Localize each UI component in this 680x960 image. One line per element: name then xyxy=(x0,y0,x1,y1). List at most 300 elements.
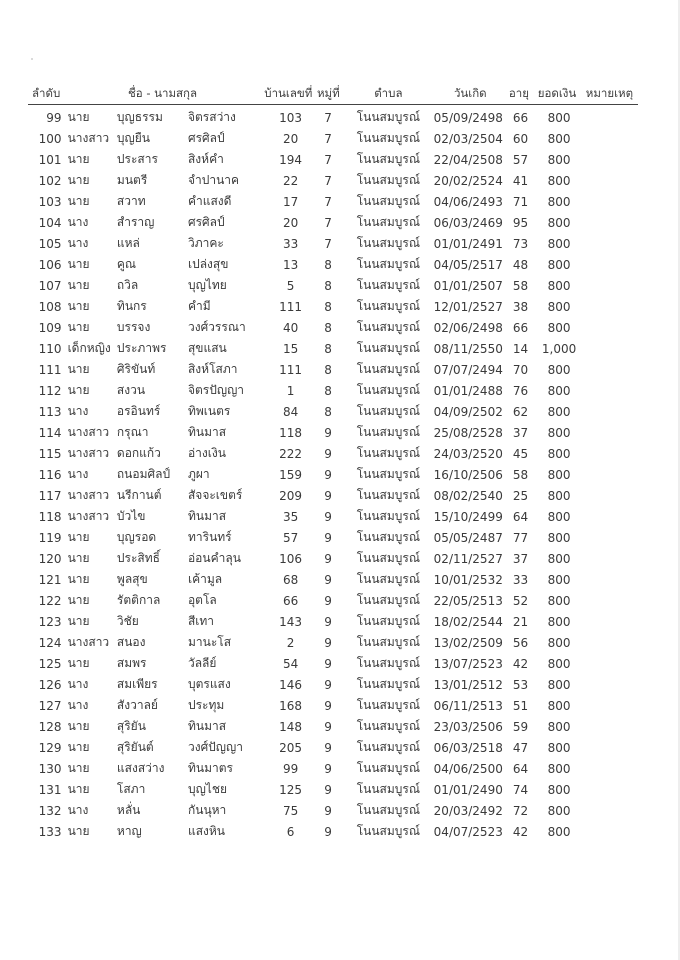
table-row xyxy=(28,212,638,233)
row-first-name: ถวิล xyxy=(116,278,139,292)
row-moo: 9 xyxy=(324,425,332,440)
header-no: ลำดับ xyxy=(32,86,61,100)
row-house-no: 22 xyxy=(282,173,299,188)
row-house-no: 5 xyxy=(286,278,295,293)
row-first-name: บุญรอด xyxy=(116,530,157,544)
row-no: 132 xyxy=(38,803,62,818)
row-amount: 800 xyxy=(547,761,571,776)
row-age: 37 xyxy=(512,551,529,566)
row-last-name: วิภาคะ xyxy=(187,236,224,250)
row-house-no: 13 xyxy=(282,257,299,272)
beneficiary-table xyxy=(28,82,638,842)
row-house-no: 111 xyxy=(279,362,303,377)
table-body xyxy=(28,105,638,842)
table-row xyxy=(28,548,638,569)
row-tambon: โนนสมบูรณ์ xyxy=(356,530,420,544)
row-last-name: วงศ์วรรณา xyxy=(187,320,246,334)
row-last-name: มานะโส xyxy=(187,635,232,649)
row-tambon: โนนสมบูรณ์ xyxy=(356,488,420,502)
row-amount: 800 xyxy=(547,782,571,797)
row-prefix: นางสาว xyxy=(67,635,110,649)
row-moo: 9 xyxy=(324,782,332,797)
row-first-name: โสภา xyxy=(116,782,146,796)
row-moo: 9 xyxy=(324,740,332,755)
row-tambon: โนนสมบูรณ์ xyxy=(356,383,420,397)
row-no: 117 xyxy=(38,488,62,503)
row-moo: 9 xyxy=(324,803,332,818)
row-prefix: นาย xyxy=(67,299,90,313)
row-tambon: โนนสมบูรณ์ xyxy=(356,362,420,376)
row-house-no: 66 xyxy=(282,593,299,608)
row-prefix: นาย xyxy=(67,551,90,565)
row-last-name: สุขแสน xyxy=(187,341,227,355)
row-first-name: ประภาพร xyxy=(116,341,167,355)
row-house-no: 2 xyxy=(286,635,295,650)
row-house-no: 20 xyxy=(282,215,299,230)
row-prefix: นาง xyxy=(67,803,89,817)
row-tambon: โนนสมบูรณ์ xyxy=(356,572,420,586)
row-dob: 13/07/2523 xyxy=(433,656,503,671)
row-moo: 8 xyxy=(324,341,332,356)
row-prefix: นาย xyxy=(67,278,90,292)
row-house-no: 125 xyxy=(279,782,303,797)
row-dob: 02/06/2498 xyxy=(433,320,503,335)
row-house-no: 111 xyxy=(279,299,303,314)
row-amount: 800 xyxy=(547,257,571,272)
row-amount: 800 xyxy=(547,278,571,293)
row-age: 41 xyxy=(512,173,529,188)
row-house-no: 75 xyxy=(282,803,299,818)
header-moo: หมู่ที่ xyxy=(316,86,340,100)
row-first-name: แสงสว่าง xyxy=(116,761,165,775)
row-prefix: นาย xyxy=(67,173,90,187)
row-dob: 08/02/2540 xyxy=(433,488,503,503)
row-no: 133 xyxy=(38,824,62,839)
row-dob: 04/06/2493 xyxy=(433,194,503,209)
row-prefix: นาย xyxy=(67,362,90,376)
table-row xyxy=(28,359,638,380)
row-amount: 800 xyxy=(547,173,571,188)
row-amount: 800 xyxy=(547,824,571,839)
row-tambon: โนนสมบูรณ์ xyxy=(356,236,420,250)
row-no: 130 xyxy=(38,761,62,776)
row-last-name: สิงห์โสภา xyxy=(187,362,238,376)
row-last-name: บุตรแสง xyxy=(187,677,231,691)
row-no: 118 xyxy=(38,509,62,524)
row-no: 114 xyxy=(38,425,62,440)
row-house-no: 1 xyxy=(286,383,295,398)
row-prefix: นาย xyxy=(67,761,90,775)
row-amount: 800 xyxy=(547,404,571,419)
row-moo: 8 xyxy=(324,257,332,272)
row-age: 66 xyxy=(512,320,529,335)
row-amount: 800 xyxy=(547,236,571,251)
row-age: 21 xyxy=(512,614,529,629)
row-first-name: อรอินทร์ xyxy=(116,404,161,418)
header-tambon: ตำบล xyxy=(374,86,403,100)
table-row xyxy=(28,758,638,779)
row-no: 111 xyxy=(38,362,62,377)
row-first-name: นรีกานต์ xyxy=(116,488,162,502)
table-row xyxy=(28,254,638,275)
row-prefix: นาง xyxy=(67,467,89,481)
row-age: 70 xyxy=(512,362,529,377)
row-prefix: นาง xyxy=(67,677,89,691)
row-tambon: โนนสมบูรณ์ xyxy=(356,614,420,628)
header-house-no: บ้านเลขที่ xyxy=(264,86,313,100)
row-tambon: โนนสมบูรณ์ xyxy=(356,341,420,355)
row-tambon: โนนสมบูรณ์ xyxy=(356,278,420,292)
row-first-name: ประสาร xyxy=(116,152,158,166)
row-first-name: ศิริขันท์ xyxy=(116,362,156,376)
row-moo: 9 xyxy=(324,635,332,650)
row-last-name: ภูผา xyxy=(187,467,210,481)
row-tambon: โนนสมบูรณ์ xyxy=(356,404,420,418)
row-prefix: นางสาว xyxy=(67,425,110,439)
row-moo: 8 xyxy=(324,362,332,377)
row-dob: 01/01/2490 xyxy=(433,782,503,797)
row-last-name: ทินมาส xyxy=(187,509,227,523)
row-house-no: 148 xyxy=(279,719,303,734)
row-moo: 9 xyxy=(324,761,332,776)
row-house-no: 222 xyxy=(279,446,303,461)
table-row xyxy=(28,191,638,212)
table-row xyxy=(28,233,638,254)
row-moo: 9 xyxy=(324,824,332,839)
row-dob: 04/09/2502 xyxy=(433,404,503,419)
row-tambon: โนนสมบูรณ์ xyxy=(356,446,420,460)
row-prefix: นาย xyxy=(67,257,90,271)
row-no: 124 xyxy=(38,635,62,650)
row-no: 100 xyxy=(38,131,62,146)
row-amount: 800 xyxy=(547,509,571,524)
row-amount: 800 xyxy=(547,131,571,146)
row-no: 127 xyxy=(38,698,62,713)
row-moo: 9 xyxy=(324,509,332,524)
row-moo: 9 xyxy=(324,530,332,545)
row-dob: 23/03/2506 xyxy=(433,719,503,734)
row-first-name: มนตรี xyxy=(116,173,148,187)
row-first-name: แหล่ xyxy=(116,236,140,250)
row-house-no: 194 xyxy=(279,152,303,167)
row-no: 99 xyxy=(46,110,62,125)
row-tambon: โนนสมบูรณ์ xyxy=(356,110,420,124)
row-last-name: จำปานาค xyxy=(187,173,240,187)
row-first-name: สงวน xyxy=(116,383,146,397)
row-amount: 800 xyxy=(547,110,571,125)
row-tambon: โนนสมบูรณ์ xyxy=(356,152,420,166)
row-moo: 7 xyxy=(324,152,332,167)
row-no: 129 xyxy=(38,740,62,755)
table-row xyxy=(28,737,638,758)
row-house-no: 103 xyxy=(279,110,303,125)
row-age: 66 xyxy=(512,110,529,125)
row-amount: 800 xyxy=(547,299,571,314)
row-age: 58 xyxy=(512,278,529,293)
row-amount: 800 xyxy=(547,320,571,335)
row-dob: 18/02/2544 xyxy=(433,614,503,629)
row-tambon: โนนสมบูรณ์ xyxy=(356,425,420,439)
row-prefix: นาย xyxy=(67,614,90,628)
row-no: 107 xyxy=(38,278,62,293)
row-first-name: สวาท xyxy=(116,194,146,208)
table-row xyxy=(28,569,638,590)
row-age: 57 xyxy=(512,152,529,167)
row-last-name: ทิพเนตร xyxy=(187,404,231,418)
row-age: 59 xyxy=(512,719,529,734)
row-house-no: 15 xyxy=(282,341,299,356)
row-last-name: บุญไทย xyxy=(187,278,227,292)
table-row xyxy=(28,527,638,548)
row-first-name: หลั่น xyxy=(116,803,141,817)
row-dob: 05/09/2498 xyxy=(433,110,503,125)
row-no: 125 xyxy=(38,656,62,671)
row-amount: 800 xyxy=(547,740,571,755)
row-last-name: กันนุหา xyxy=(187,803,227,817)
scan-speck xyxy=(31,58,33,60)
row-amount: 800 xyxy=(547,656,571,671)
row-house-no: 57 xyxy=(282,530,299,545)
row-last-name: สีเทา xyxy=(187,614,215,628)
row-no: 104 xyxy=(38,215,62,230)
row-first-name: ประสิทธิ์ xyxy=(116,551,160,565)
row-house-no: 143 xyxy=(279,614,303,629)
row-age: 58 xyxy=(512,467,529,482)
row-first-name: ถนอมศิลป์ xyxy=(116,467,171,481)
row-prefix: นางสาว xyxy=(67,488,110,502)
row-last-name: สัจจะเขตร์ xyxy=(187,488,243,502)
row-moo: 7 xyxy=(324,110,332,125)
row-age: 71 xyxy=(512,194,529,209)
table-row xyxy=(28,170,638,191)
row-moo: 9 xyxy=(324,551,332,566)
row-age: 95 xyxy=(512,215,529,230)
row-first-name: พูลสุข xyxy=(116,572,148,586)
row-moo: 7 xyxy=(324,215,332,230)
row-moo: 8 xyxy=(324,383,332,398)
header-name: ชื่อ - นามสกุล xyxy=(127,86,198,100)
table-row xyxy=(28,779,638,800)
row-prefix: เด็กหญิง xyxy=(67,341,111,355)
row-amount: 800 xyxy=(547,614,571,629)
row-prefix: นาง xyxy=(67,236,89,250)
row-last-name: จิตรปัญญา xyxy=(187,383,245,397)
row-dob: 16/10/2506 xyxy=(433,467,503,482)
row-tambon: โนนสมบูรณ์ xyxy=(356,656,420,670)
row-tambon: โนนสมบูรณ์ xyxy=(356,677,420,691)
row-house-no: 168 xyxy=(279,698,303,713)
row-dob: 10/01/2532 xyxy=(433,572,503,587)
row-dob: 20/02/2524 xyxy=(433,173,503,188)
row-prefix: นาย xyxy=(67,782,90,796)
row-dob: 01/01/2488 xyxy=(433,383,503,398)
row-no: 131 xyxy=(38,782,62,797)
row-house-no: 106 xyxy=(279,551,303,566)
row-first-name: บุญธรรม xyxy=(116,110,163,124)
table-row xyxy=(28,485,638,506)
row-age: 64 xyxy=(512,509,529,524)
row-house-no: 209 xyxy=(279,488,303,503)
row-age: 53 xyxy=(512,677,529,692)
row-dob: 22/05/2513 xyxy=(433,593,503,608)
row-dob: 13/01/2512 xyxy=(433,677,503,692)
row-dob: 05/05/2487 xyxy=(433,530,503,545)
row-tambon: โนนสมบูรณ์ xyxy=(356,593,420,607)
row-house-no: 205 xyxy=(279,740,303,755)
row-no: 126 xyxy=(38,677,62,692)
row-no: 128 xyxy=(38,719,62,734)
row-last-name: ทินมาตร xyxy=(187,761,233,775)
row-first-name: สังวาลย์ xyxy=(116,698,158,712)
row-amount: 800 xyxy=(547,425,571,440)
row-house-no: 99 xyxy=(282,761,299,776)
row-tambon: โนนสมบูรณ์ xyxy=(356,782,420,796)
row-first-name: สำราญ xyxy=(116,215,155,229)
row-moo: 9 xyxy=(324,446,332,461)
row-prefix: นาย xyxy=(67,719,90,733)
row-first-name: คูณ xyxy=(116,257,137,271)
row-first-name: วิชัย xyxy=(116,614,139,628)
row-moo: 7 xyxy=(324,173,332,188)
row-amount: 800 xyxy=(547,467,571,482)
row-last-name: วงศ์ปัญญา xyxy=(187,740,243,754)
row-moo: 9 xyxy=(324,677,332,692)
row-last-name: วัลลีย์ xyxy=(187,656,217,670)
row-dob: 24/03/2520 xyxy=(433,446,503,461)
row-no: 121 xyxy=(38,572,62,587)
table-row xyxy=(28,611,638,632)
row-dob: 22/04/2508 xyxy=(433,152,503,167)
row-dob: 04/07/2523 xyxy=(433,824,503,839)
row-tambon: โนนสมบูรณ์ xyxy=(356,257,420,271)
row-prefix: นาย xyxy=(67,152,90,166)
row-amount: 800 xyxy=(547,677,571,692)
header-note: หมายเหตุ xyxy=(585,86,634,100)
table-row xyxy=(28,674,638,695)
row-last-name: คำมี xyxy=(187,299,211,313)
row-age: 74 xyxy=(512,782,529,797)
row-house-no: 54 xyxy=(282,656,299,671)
row-first-name: ดอกแก้ว xyxy=(116,446,161,460)
row-tambon: โนนสมบูรณ์ xyxy=(356,740,420,754)
row-dob: 01/01/2507 xyxy=(433,278,503,293)
row-prefix: นางสาว xyxy=(67,131,110,145)
row-moo: 8 xyxy=(324,320,332,335)
row-tambon: โนนสมบูรณ์ xyxy=(356,509,420,523)
row-amount: 800 xyxy=(547,488,571,503)
row-age: 76 xyxy=(512,383,529,398)
row-prefix: นาย xyxy=(67,824,90,838)
row-dob: 20/03/2492 xyxy=(433,803,503,818)
table-row xyxy=(28,338,638,359)
row-first-name: สุริยัน xyxy=(116,719,146,733)
row-dob: 08/11/2550 xyxy=(433,341,503,356)
row-age: 73 xyxy=(512,236,529,251)
row-dob: 04/06/2500 xyxy=(433,761,503,776)
row-tambon: โนนสมบูรณ์ xyxy=(356,320,420,334)
row-no: 115 xyxy=(38,446,62,461)
row-dob: 06/11/2513 xyxy=(433,698,503,713)
row-amount: 800 xyxy=(547,194,571,209)
row-no: 122 xyxy=(38,593,62,608)
row-tambon: โนนสมบูรณ์ xyxy=(356,194,420,208)
row-age: 47 xyxy=(512,740,529,755)
row-age: 52 xyxy=(512,593,529,608)
row-first-name: สมเพียร xyxy=(116,677,158,691)
row-no: 113 xyxy=(38,404,62,419)
row-prefix: นาย xyxy=(67,740,90,754)
row-last-name: แสงหิน xyxy=(187,824,225,838)
row-house-no: 35 xyxy=(282,509,299,524)
row-last-name: ศรศิลป์ xyxy=(187,131,225,145)
row-house-no: 20 xyxy=(282,131,299,146)
row-amount: 800 xyxy=(547,530,571,545)
row-prefix: นาง xyxy=(67,215,89,229)
row-last-name: ทินมาส xyxy=(187,425,227,439)
row-no: 119 xyxy=(38,530,62,545)
row-house-no: 84 xyxy=(282,404,299,419)
row-no: 109 xyxy=(38,320,62,335)
row-house-no: 159 xyxy=(279,467,303,482)
row-amount: 800 xyxy=(547,152,571,167)
row-dob: 06/03/2469 xyxy=(433,215,503,230)
row-moo: 7 xyxy=(324,236,332,251)
row-first-name: สนอง xyxy=(116,635,146,649)
table-row xyxy=(28,317,638,338)
row-tambon: โนนสมบูรณ์ xyxy=(356,824,420,838)
row-age: 62 xyxy=(512,404,529,419)
row-moo: 8 xyxy=(324,278,332,293)
row-prefix: นาย xyxy=(67,530,90,544)
row-last-name: ศรศิลป์ xyxy=(187,215,225,229)
row-prefix: นาย xyxy=(67,572,90,586)
row-tambon: โนนสมบูรณ์ xyxy=(356,173,420,187)
table-row xyxy=(28,107,638,128)
row-no: 110 xyxy=(38,341,62,356)
row-prefix: นางสาว xyxy=(67,446,110,460)
row-amount: 800 xyxy=(547,572,571,587)
row-moo: 9 xyxy=(324,719,332,734)
row-no: 108 xyxy=(38,299,62,314)
row-house-no: 40 xyxy=(282,320,299,335)
row-first-name: บัวไข xyxy=(116,509,146,523)
row-last-name: อุตโล xyxy=(187,593,217,607)
row-prefix: นางสาว xyxy=(67,509,110,523)
row-first-name: หาญ xyxy=(116,824,142,838)
row-amount: 800 xyxy=(547,719,571,734)
row-house-no: 33 xyxy=(282,236,299,251)
table-row xyxy=(28,653,638,674)
row-dob: 12/01/2527 xyxy=(433,299,503,314)
row-tambon: โนนสมบูรณ์ xyxy=(356,698,420,712)
row-age: 56 xyxy=(512,635,529,650)
row-first-name: บุญยืน xyxy=(116,131,150,145)
row-dob: 02/11/2527 xyxy=(433,551,503,566)
table-row xyxy=(28,296,638,317)
row-prefix: นาง xyxy=(67,404,89,418)
row-moo: 9 xyxy=(324,593,332,608)
row-moo: 8 xyxy=(324,299,332,314)
table-row xyxy=(28,401,638,422)
row-dob: 13/02/2509 xyxy=(433,635,503,650)
row-last-name: คำแสงดี xyxy=(187,194,232,208)
row-age: 37 xyxy=(512,425,529,440)
row-dob: 04/05/2517 xyxy=(433,257,503,272)
row-prefix: นาย xyxy=(67,383,90,397)
row-age: 42 xyxy=(512,656,529,671)
row-tambon: โนนสมบูรณ์ xyxy=(356,635,420,649)
row-prefix: นาย xyxy=(67,320,90,334)
